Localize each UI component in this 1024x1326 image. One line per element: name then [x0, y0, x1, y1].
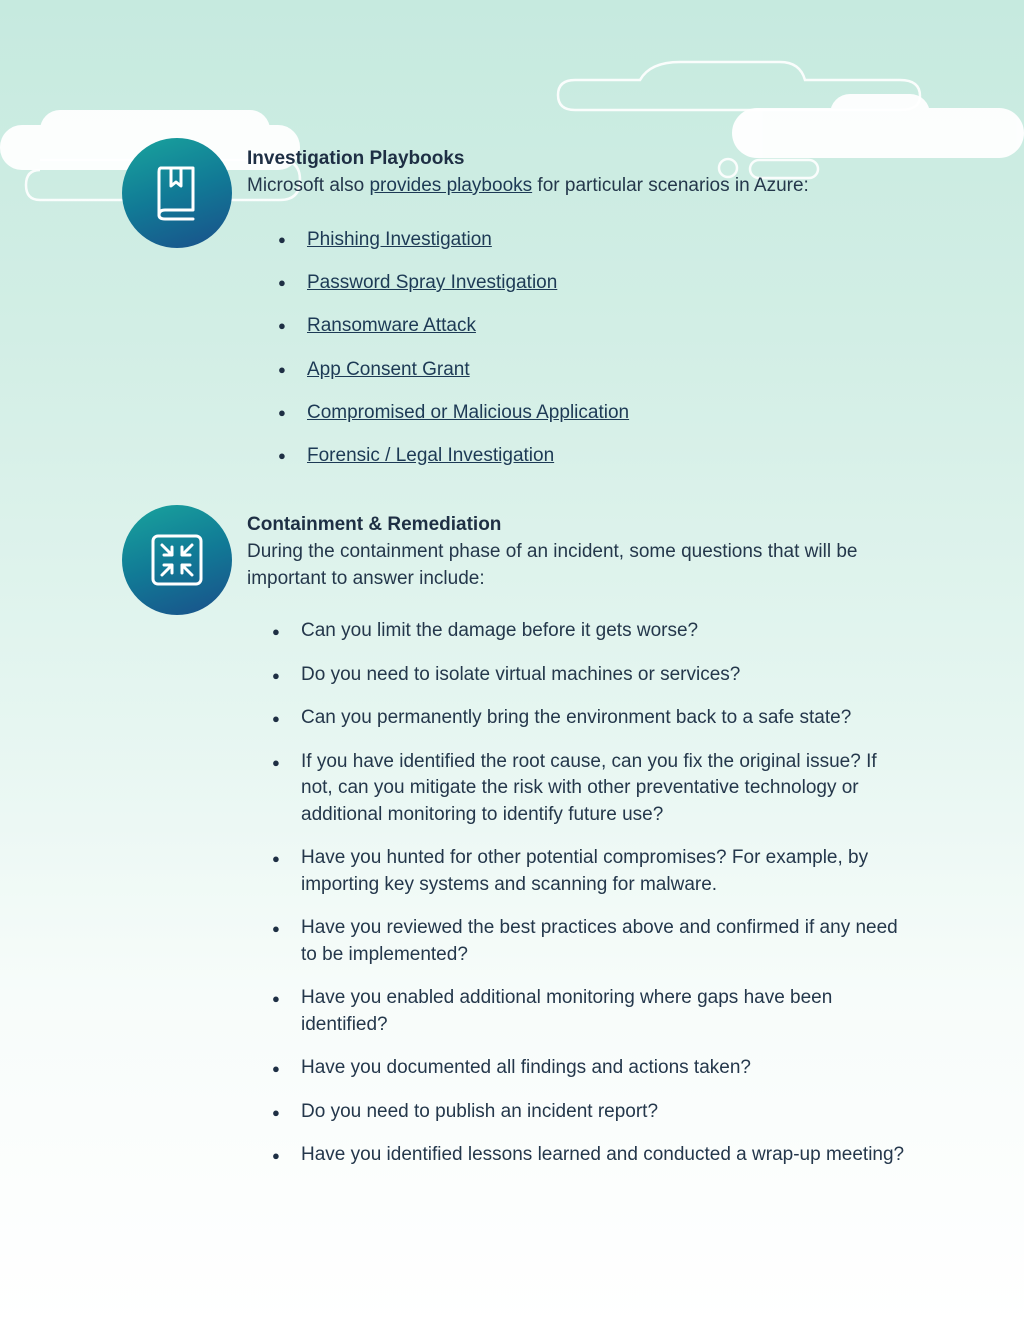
bullet-icon: ● — [278, 361, 286, 377]
book-icon — [155, 164, 199, 222]
playbooks-icon-circle — [122, 138, 232, 248]
playbooks-section — [247, 146, 927, 199]
containment-section — [247, 512, 927, 592]
list-item — [278, 269, 878, 312]
bullet-icon: ● — [272, 991, 280, 1006]
list-item — [272, 915, 912, 968]
list-item — [272, 845, 912, 898]
provides-playbooks-link[interactable]: provides playbooks — [369, 175, 533, 196]
bullet-icon: ● — [278, 404, 286, 420]
bullet-icon: ● — [278, 447, 286, 463]
list-item — [272, 1099, 912, 1126]
intro-text-start: Microsoft also — [247, 175, 370, 196]
list-item — [272, 985, 912, 1038]
ransomware-attack-link[interactable]: Ransomware Attack — [307, 315, 476, 337]
list-item — [272, 662, 912, 689]
question-text: Can you permanently bring the environment back to a safe state? — [301, 707, 852, 728]
question-text: Have you documented all findings and actions taken? — [301, 1057, 751, 1078]
compromised-application-link[interactable]: Compromised or Malicious Application — [307, 401, 630, 423]
bullet-icon: ● — [272, 851, 280, 866]
containment-questions-list — [272, 618, 912, 1186]
playbooks-heading: Investigation Playbooks — [247, 148, 465, 169]
list-item — [272, 749, 912, 829]
question-text: Can you limit the damage before it gets worse? — [301, 620, 699, 641]
compress-arrows-icon — [150, 533, 204, 587]
bullet-icon: ● — [272, 711, 280, 726]
list-item — [278, 312, 878, 355]
phishing-investigation-link[interactable]: Phishing Investigation — [307, 229, 492, 250]
playbooks-intro — [247, 172, 927, 199]
list-item — [272, 1055, 912, 1082]
containment-intro: During the containment phase of an incident, some questions that will be important to answer include: — [247, 541, 858, 589]
bullet-icon: ● — [278, 318, 286, 334]
question-text: Have you reviewed the best practices above and confirmed if any need to be implemented? — [301, 917, 898, 965]
bullet-icon: ● — [272, 1104, 280, 1120]
bullet-icon: ● — [272, 624, 280, 639]
forensic-legal-investigation-link[interactable]: Forensic / Legal Investigation — [307, 444, 555, 466]
question-text: If you have identified the root cause, can you fix the original issue? If not, can you mitigate the risk with other preventative technology or additional monitoring to identify future use? — [301, 750, 877, 825]
bullet-icon: ● — [272, 921, 280, 936]
bullet-icon: ● — [272, 754, 280, 770]
containment-heading: Containment & Remediation — [247, 514, 502, 535]
question-text: Have you hunted for other potential compromises? For example, by importing key systems and scanning for malware. — [301, 847, 869, 895]
list-item — [278, 399, 878, 442]
list-item — [278, 356, 878, 399]
playbook-links-list — [278, 226, 878, 485]
app-consent-grant-link[interactable]: App Consent Grant — [307, 358, 470, 380]
question-text: Do you need to publish an incident report? — [301, 1100, 659, 1122]
bullet-icon: ● — [272, 1061, 280, 1076]
question-text: Do you need to isolate virtual machines or services? — [301, 663, 741, 685]
bullet-icon: ● — [278, 232, 286, 247]
list-item — [272, 618, 912, 645]
list-item — [278, 442, 878, 485]
list-item — [278, 226, 878, 269]
containment-icon-circle — [122, 505, 232, 615]
bullet-icon: ● — [272, 1148, 280, 1163]
question-text: Have you identified lessons learned and conducted a wrap-up meeting? — [301, 1144, 905, 1165]
question-text: Have you enabled additional monitoring where gaps have been identified? — [301, 987, 833, 1035]
list-item — [272, 1142, 912, 1169]
list-item — [272, 705, 912, 732]
bullet-icon: ● — [272, 667, 280, 683]
intro-text-end: for particular scenarios in Azure: — [532, 175, 809, 196]
password-spray-investigation-link[interactable]: Password Spray Investigation — [307, 272, 558, 294]
bullet-icon: ● — [278, 275, 286, 291]
